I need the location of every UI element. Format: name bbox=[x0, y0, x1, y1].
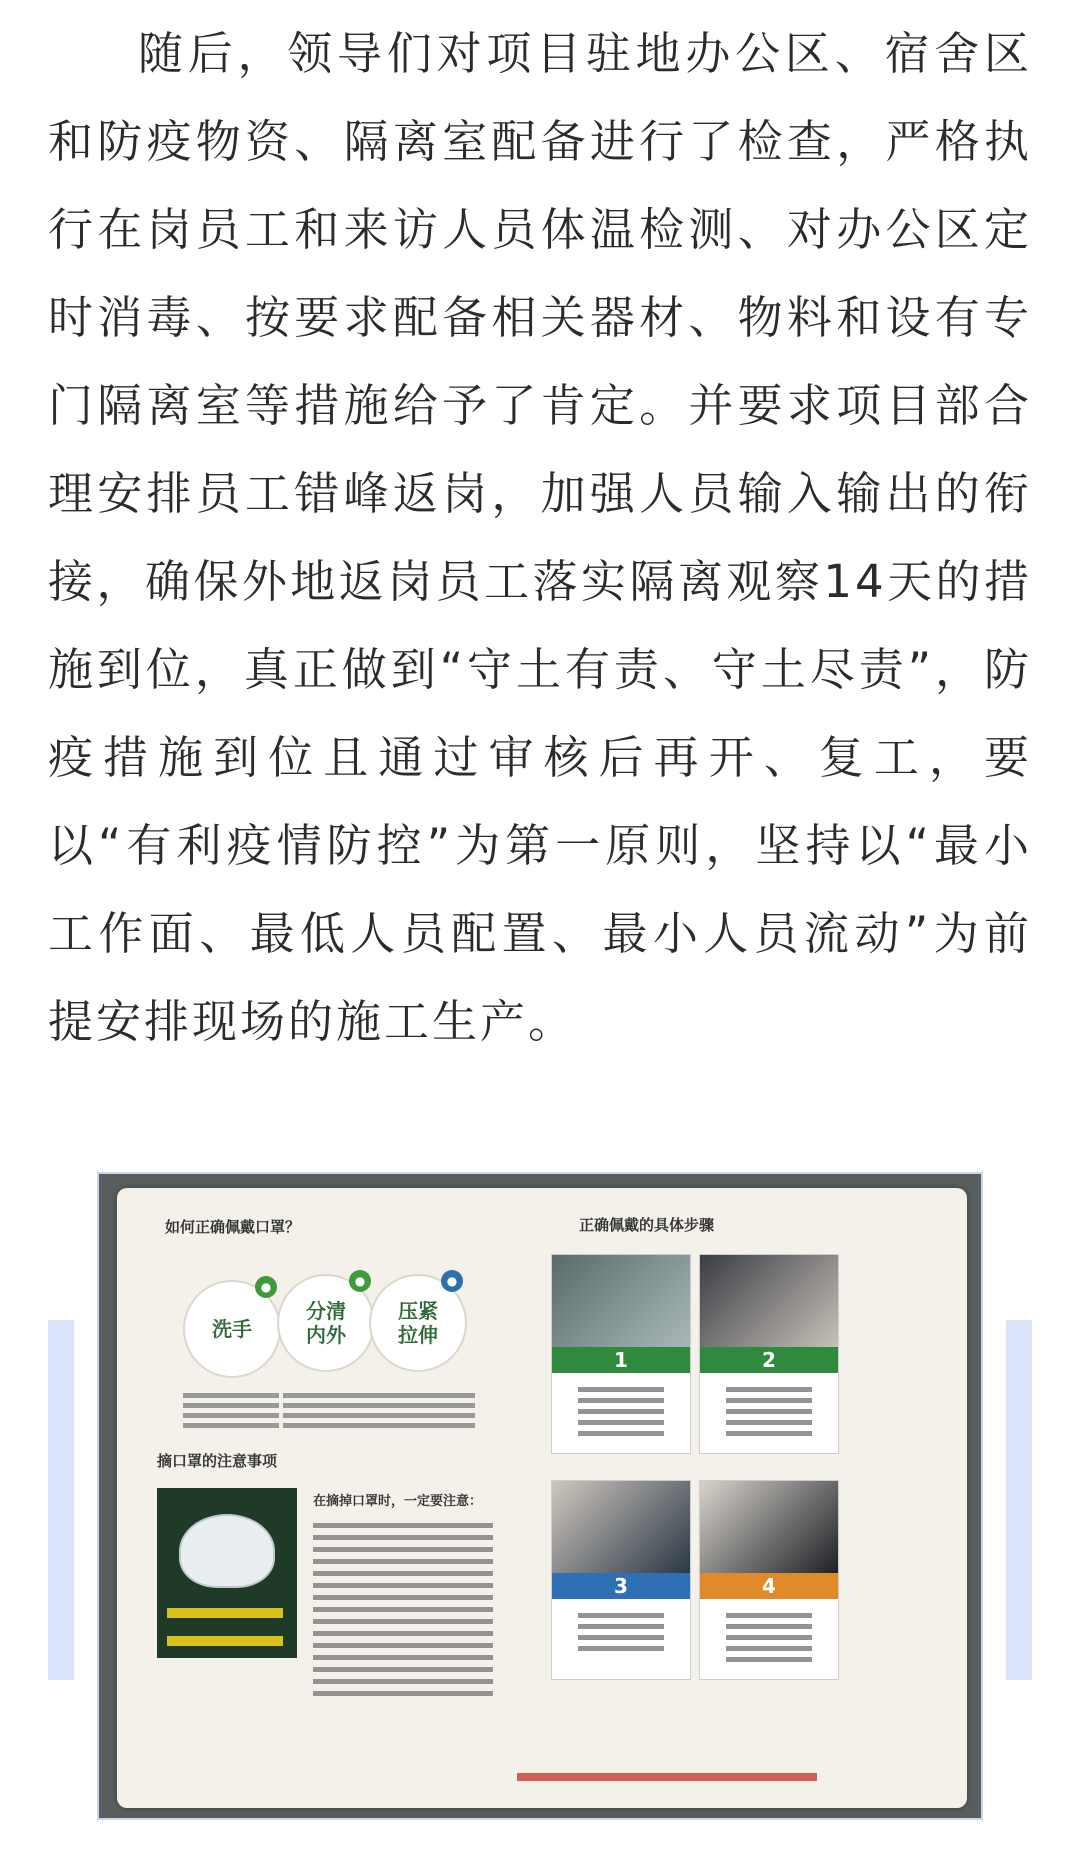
step-text bbox=[578, 1607, 664, 1657]
step-card-3 bbox=[551, 1480, 691, 1680]
removal-heading: 摘口罩的注意事项 bbox=[157, 1452, 278, 1470]
step-number: 1 bbox=[552, 1347, 690, 1373]
bubble-label: 洗手 bbox=[212, 1317, 252, 1341]
bubble-label: 分清 内外 bbox=[306, 1299, 346, 1347]
bubble-label: 压紧 拉伸 bbox=[398, 1299, 438, 1347]
poster-heading-left: 如何正确佩戴口罩？ bbox=[165, 1218, 301, 1236]
removal-intro: 在摘掉口罩时，一定要注意： bbox=[313, 1494, 483, 1509]
article-paragraph: 随后，领导们对项目驻地办公区、宿舍区和防疫物资、隔离室配备进行了检查，严格执行在岗员工和来访人员体温检测、对办公区定时消毒、按要求配备相关器材、物料和设有专门隔离室等措施给予了肯定。并要求项目部合理安排员工错峰返岗，加强人员输入输出的衔接，确保外地返岗员工落实隔离观察14天的措施到位，真正做到“守土有责、守土尽责”，防疫措施到位且通过审核后再开、复工，要以“有利疫情防控”为第一原则，坚持以“最小工作面、最低人员配置、最小人员流动”为前提安排现场的施工生产。 bbox=[48, 27, 1032, 1048]
step-number: 3 bbox=[552, 1573, 690, 1599]
step-bubble-press-stretch bbox=[369, 1274, 467, 1372]
step-card-1 bbox=[551, 1254, 691, 1454]
step-photo bbox=[552, 1255, 690, 1347]
step-photo bbox=[700, 1255, 838, 1347]
step-card-2 bbox=[699, 1254, 839, 1454]
poster-heading-right: 正确佩戴的具体步骤 bbox=[579, 1216, 715, 1234]
step-card-4 bbox=[699, 1480, 839, 1680]
mask-guide-poster bbox=[117, 1188, 967, 1808]
mask-icon bbox=[179, 1514, 275, 1588]
step-number: 2 bbox=[700, 1347, 838, 1373]
bubble-badge-icon: ● bbox=[349, 1270, 371, 1292]
step-text bbox=[726, 1381, 812, 1442]
caption-bar bbox=[167, 1636, 283, 1646]
right-decoration-bar bbox=[1006, 1320, 1032, 1680]
step-text bbox=[726, 1607, 812, 1668]
mask-photo bbox=[157, 1488, 297, 1658]
step-text bbox=[578, 1381, 664, 1442]
step-number: 4 bbox=[700, 1573, 838, 1599]
bubble-badge-icon: ● bbox=[441, 1270, 463, 1292]
step-bubble-inside-outside bbox=[277, 1274, 375, 1372]
article-body bbox=[48, 0, 1032, 1066]
bubble-caption-3 bbox=[379, 1388, 475, 1433]
step-photo bbox=[700, 1481, 838, 1573]
step-photo bbox=[552, 1481, 690, 1573]
bubble-caption-2 bbox=[283, 1388, 379, 1433]
poster-footer-note bbox=[517, 1773, 817, 1781]
bubble-badge-icon: ● bbox=[255, 1276, 277, 1298]
removal-notes bbox=[313, 1516, 493, 1703]
left-decoration-bar bbox=[48, 1320, 74, 1680]
step-bubble-wash-hands bbox=[183, 1280, 281, 1378]
bubble-caption-1 bbox=[183, 1388, 279, 1433]
article-photo[interactable] bbox=[97, 1172, 983, 1820]
caption-bar bbox=[167, 1608, 283, 1618]
